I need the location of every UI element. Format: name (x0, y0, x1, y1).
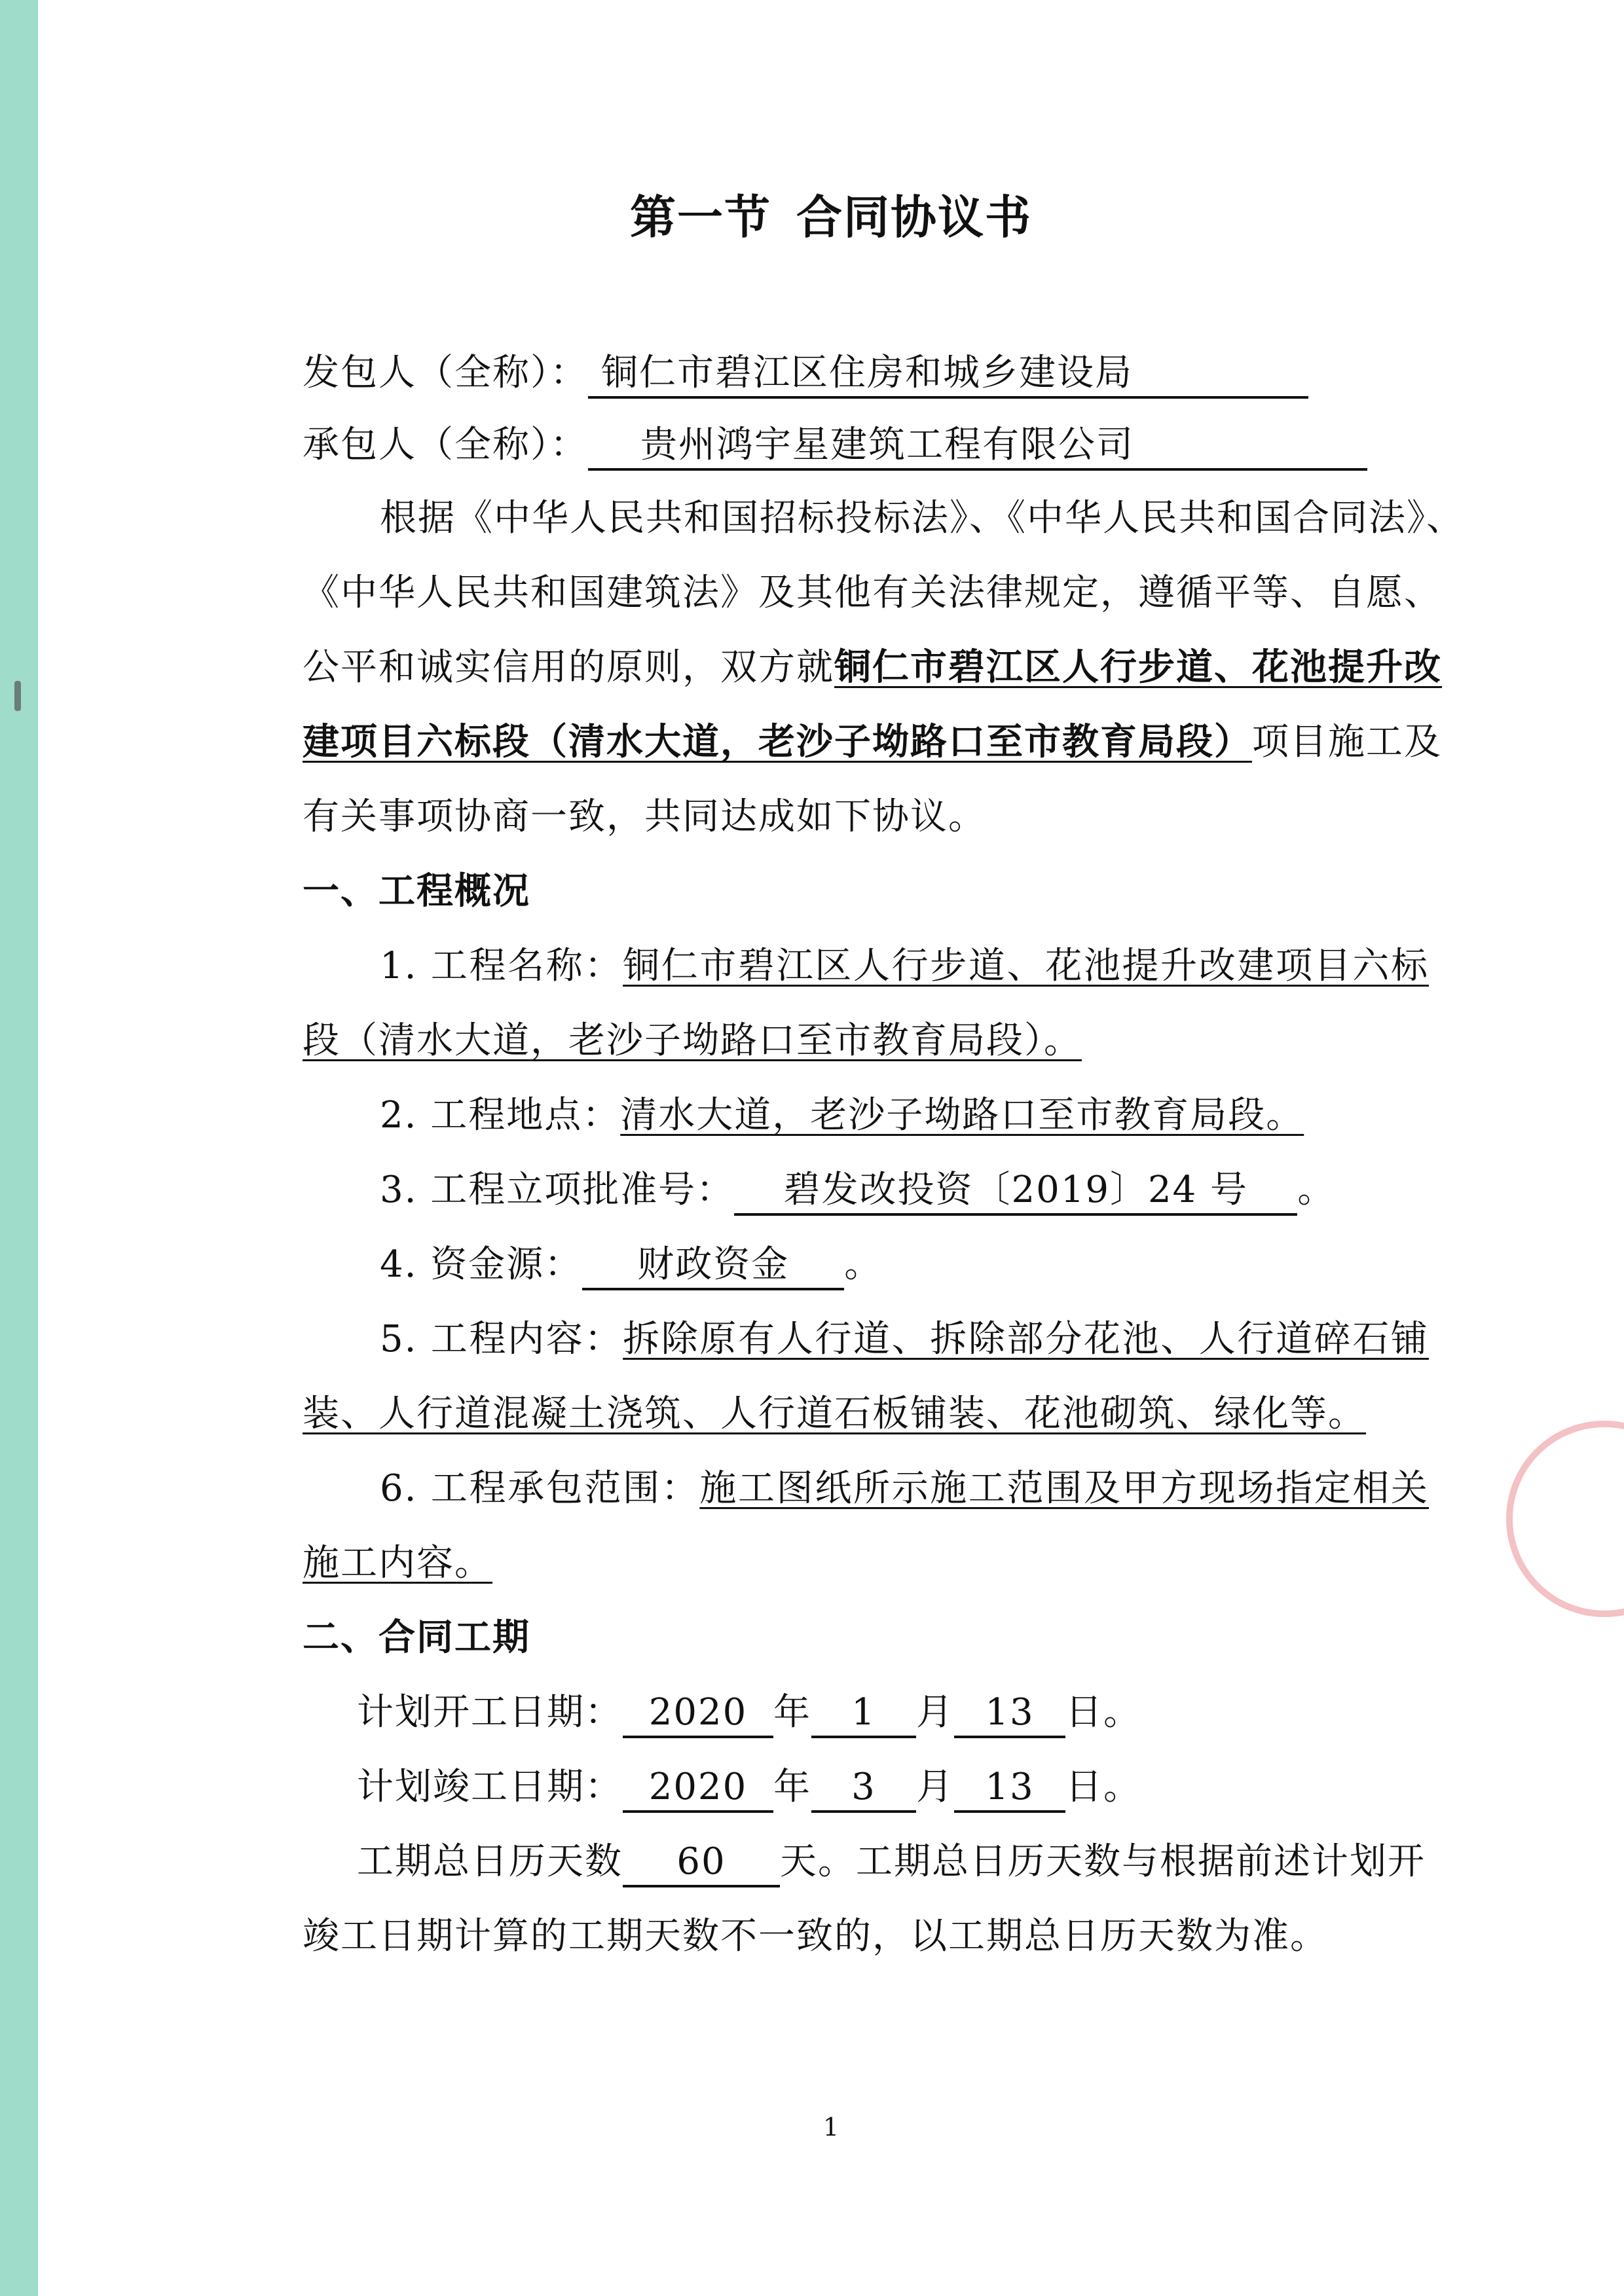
title-name: 合同协议书 (796, 191, 1032, 244)
item-value: 段（清水大道，老沙子坳路口至市教育局段）。 (303, 1019, 1082, 1062)
preamble-text: 公平和诚实信用的原则，双方就 (303, 646, 834, 689)
employer-line (303, 347, 1429, 399)
total-days-line (357, 1836, 1429, 1888)
preamble-line-4 (303, 716, 1442, 769)
start-year: 2020 (623, 1690, 773, 1738)
total-days: 60 (623, 1839, 780, 1887)
preamble-line-5: 有关事项协商一致，共同达成如下协议。 (303, 795, 986, 838)
item-value: 拆除原有人行道、拆除部分花池、人行道碎石铺 (623, 1318, 1430, 1360)
unit-year: 年 (773, 1766, 811, 1808)
item-location (380, 1089, 1429, 1142)
preamble-line-2: 《中华人民共和国建筑法》及其他有关法律规定，遵循平等、自愿、 (303, 572, 1442, 614)
item-label: 6. 工程承包范围： (380, 1467, 700, 1510)
item-label: 2. 工程地点： (380, 1094, 621, 1137)
end-day: 13 (954, 1764, 1065, 1813)
unit-day: 日。 (1065, 1766, 1141, 1808)
contractor-line (303, 419, 1429, 471)
item-project-name-cont (303, 1015, 1429, 1067)
item-scope-cont (303, 1537, 1429, 1590)
item-value: 施工图纸所示施工范围及甲方现场指定相关 (699, 1467, 1429, 1510)
section-heading-duration: 二、合同工期 (303, 1616, 530, 1659)
employer-label: 发包人（全称）： (303, 352, 588, 394)
item-label: 1. 工程名称： (380, 945, 623, 987)
item-work-content-cont (303, 1388, 1429, 1440)
item-label: 4. 资金源： (380, 1243, 583, 1286)
project-name-part2: 建项目六标段（清水大道，老沙子坳路口至市教育局段） (303, 721, 1252, 763)
end-label: 计划竣工日期： (357, 1766, 623, 1808)
start-label: 计划开工日期： (357, 1691, 623, 1734)
total-suffix: 天。工期总日历天数与根据前述计划开 (780, 1840, 1426, 1883)
start-day: 13 (954, 1690, 1065, 1738)
title-section: 第一节 (630, 191, 771, 244)
item-value: 铜仁市碧江区人行步道、花池提升改建项目六标 (623, 945, 1430, 987)
total-days-line-2: 竣工日期计算的工期天数不一致的，以工期总日历天数为准。 (303, 1915, 1328, 1958)
item-work-content (380, 1313, 1429, 1366)
end-year: 2020 (623, 1764, 773, 1813)
binder-mark (14, 681, 21, 711)
item-value: 碧发改投资〔2019〕24 号 (734, 1167, 1297, 1216)
item-value: 施工内容。 (303, 1542, 492, 1584)
end-month: 3 (811, 1764, 916, 1813)
item-value: 装、人行道混凝土浇筑、人行道石板铺装、花池砌筑、绿化等。 (303, 1393, 1366, 1435)
item-value: 清水大道，老沙子坳路口至市教育局段。 (620, 1094, 1304, 1137)
unit-month: 月 (916, 1691, 954, 1734)
preamble-line-3 (303, 642, 1442, 694)
unit-year: 年 (773, 1691, 811, 1734)
planned-end-date (357, 1761, 1483, 1813)
page-number: 1 (822, 2113, 840, 2141)
unit-day: 日。 (1065, 1691, 1141, 1734)
item-project-name (380, 940, 1429, 993)
start-month: 1 (811, 1690, 916, 1738)
preamble-line-1: 根据《中华人民共和国招标投标法》、《中华人民共和国合同法》、 (380, 497, 1464, 539)
item-end: 。 (844, 1243, 883, 1286)
contractor-name: 贵州鸿宇星建筑工程有限公司 (588, 422, 1367, 471)
item-end: 。 (1297, 1169, 1336, 1211)
binding-edge (0, 0, 38, 2296)
planned-start-date (357, 1686, 1483, 1739)
unit-month: 月 (916, 1766, 954, 1808)
contractor-label: 承包人（全称）： (303, 424, 588, 466)
item-label: 5. 工程内容： (380, 1318, 623, 1360)
preamble-text-2: 项目施工及 (1252, 721, 1442, 763)
item-label: 3. 工程立项批准号： (380, 1169, 735, 1211)
item-value: 财政资金 (582, 1242, 844, 1290)
item-approval-number (380, 1164, 1429, 1216)
total-prefix: 工期总日历天数 (357, 1840, 623, 1883)
item-scope (380, 1463, 1429, 1515)
document-page (38, 0, 1624, 2296)
item-fund-source (380, 1239, 1429, 1291)
red-seal-stamp (1506, 1421, 1624, 1617)
employer-name: 铜仁市碧江区住房和城乡建设局 (588, 350, 1308, 399)
project-name-part1: 铜仁市碧江区人行步道、花池提升改 (834, 646, 1442, 689)
page-title (38, 181, 1624, 247)
section-heading-overview: 一、工程概况 (303, 870, 530, 913)
